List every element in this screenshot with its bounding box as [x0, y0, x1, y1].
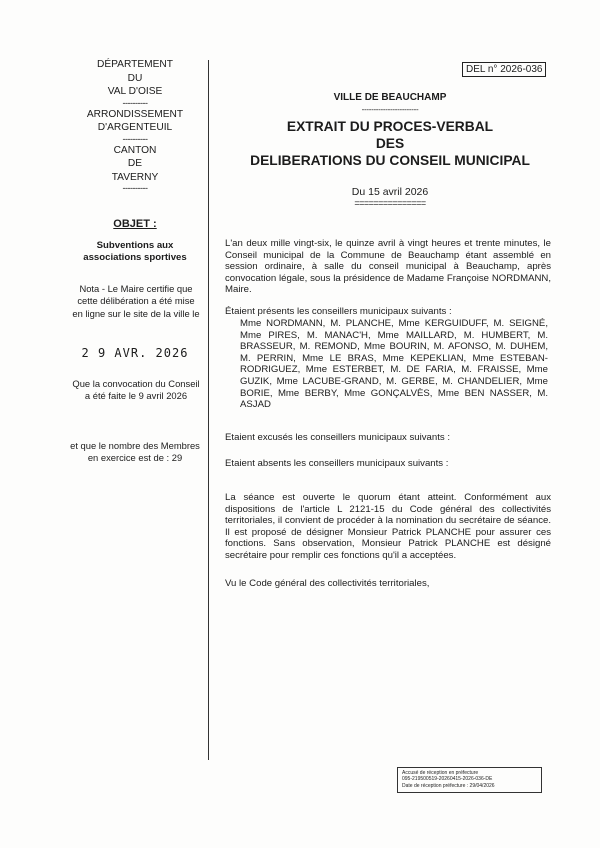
- title-line: DELIBERATIONS DU CONSEIL MUNICIPAL: [250, 153, 530, 168]
- members-count-text: et que le nombre des Membres en exercice est de : 29: [70, 440, 200, 464]
- dept-line: DU: [127, 72, 143, 84]
- objet-text: Subventions aux associations sportives: [83, 240, 187, 263]
- receipt-line: Date de réception préfecture : 29/04/2026: [402, 782, 495, 789]
- present-heading: Étaient présents les conseillers municipaux suivants :: [225, 306, 452, 317]
- canton-line: CANTON: [113, 144, 157, 156]
- title-line: DES: [375, 136, 405, 151]
- session-paragraph: La séance est ouverte le quorum étant atteint. Conformément aux dispositions de l'article L 2121-15 du Code général des collectivités territoriales, il convient de procéder à la nomination du secrétaire de séance. Il est proposé de désigner Monsieur Patrick PLANCHE pour assurer ces fonctions. Sans observation, Monsieur Patrick PLANCHE est désigné secrétaire pour remplir ces fonctions qu'il a acceptées.: [225, 492, 551, 561]
- legal-reference: Vu le Code général des collectivités territoriales,: [225, 578, 430, 589]
- title-line: EXTRAIT DU PROCES-VERBAL: [286, 119, 494, 134]
- dept-line: DÉPARTEMENT: [96, 59, 174, 70]
- receipt-line: Accusé de réception en préfecture: [402, 770, 479, 776]
- meeting-date: Du 15 avril 2026: [351, 186, 429, 198]
- separator: ----------: [122, 133, 148, 144]
- document-title: [225, 118, 555, 169]
- arrondissement-line: ARRONDISSEMENT: [86, 108, 184, 120]
- left-column-header: [70, 58, 200, 193]
- canton-line: TAVERNY: [111, 171, 159, 183]
- receipt-line: 095-219500519-20260415-2026-036-DE: [402, 776, 493, 783]
- nota-text: Nota - Le Maire certifie que cette délibération a été mise en ligne sur le site de la ville le: [72, 283, 200, 319]
- absent-heading: Etaient absents les conseillers municipaux suivants :: [225, 458, 449, 469]
- separator: ----------: [122, 97, 148, 108]
- dept-line: VAL D'OISE: [107, 86, 163, 97]
- online-stamp-date: 2 9 AVR. 2026: [81, 346, 189, 360]
- deliberation-reference: DEL n° 2026-036: [462, 62, 546, 77]
- arrondissement-line: D'ARGENTEUIL: [97, 122, 173, 133]
- canton-line: DE: [127, 158, 143, 169]
- excused-heading: Etaient excusés les conseillers municipaux suivants :: [225, 432, 451, 443]
- intro-paragraph: L'an deux mille vingt-six, le quinze avril à vingt heures et trente minutes, le Conseil municipal de la Commune de Beauchamp étant assemblé en session ordinaire, à salle du conseil municipal à Beauchamp, après convocation légale, sous la présidence de Madame Françoise NORDMANN, Maire.: [225, 238, 551, 296]
- objet-heading: OBJET :: [113, 218, 157, 230]
- separator: ----------: [122, 183, 148, 193]
- present-members-list: Mme NORDMANN, M. PLANCHE, Mme KERGUIDUFF, M. SEIGNÉ, Mme PIRES, M. MANAC'H, Mme MAILLARD, M. HUMBERT, M. BRASSEUR, M. REMOND, Mme BOURIN, M. AFONSO, M. DUHEM, M. PERRIN, Mme LE BRAS, Mme KEPEKLIAN, Mme ESTEBAN-RODRIGUEZ, Mme ESTERBET, M. DE FARIA, M. FRAISSE, Mme GUZIK, Mme LACUBE-GRAND, M. GERBE, M. CHANDELIER, Mme BORIE, Mme BERBY, Mme GONÇALVÈS, Mme BEN NASSER, M. ASJAD: [240, 318, 548, 411]
- prefecture-receipt-box: [397, 767, 542, 793]
- convocation-text: Que la convocation du Conseil a été faite le 9 avril 2026: [72, 378, 200, 402]
- separator: ===============: [354, 198, 426, 208]
- city-name: VILLE DE BEAUCHAMP: [333, 92, 447, 103]
- separator: ------------------------: [361, 105, 419, 114]
- column-divider: [208, 60, 209, 760]
